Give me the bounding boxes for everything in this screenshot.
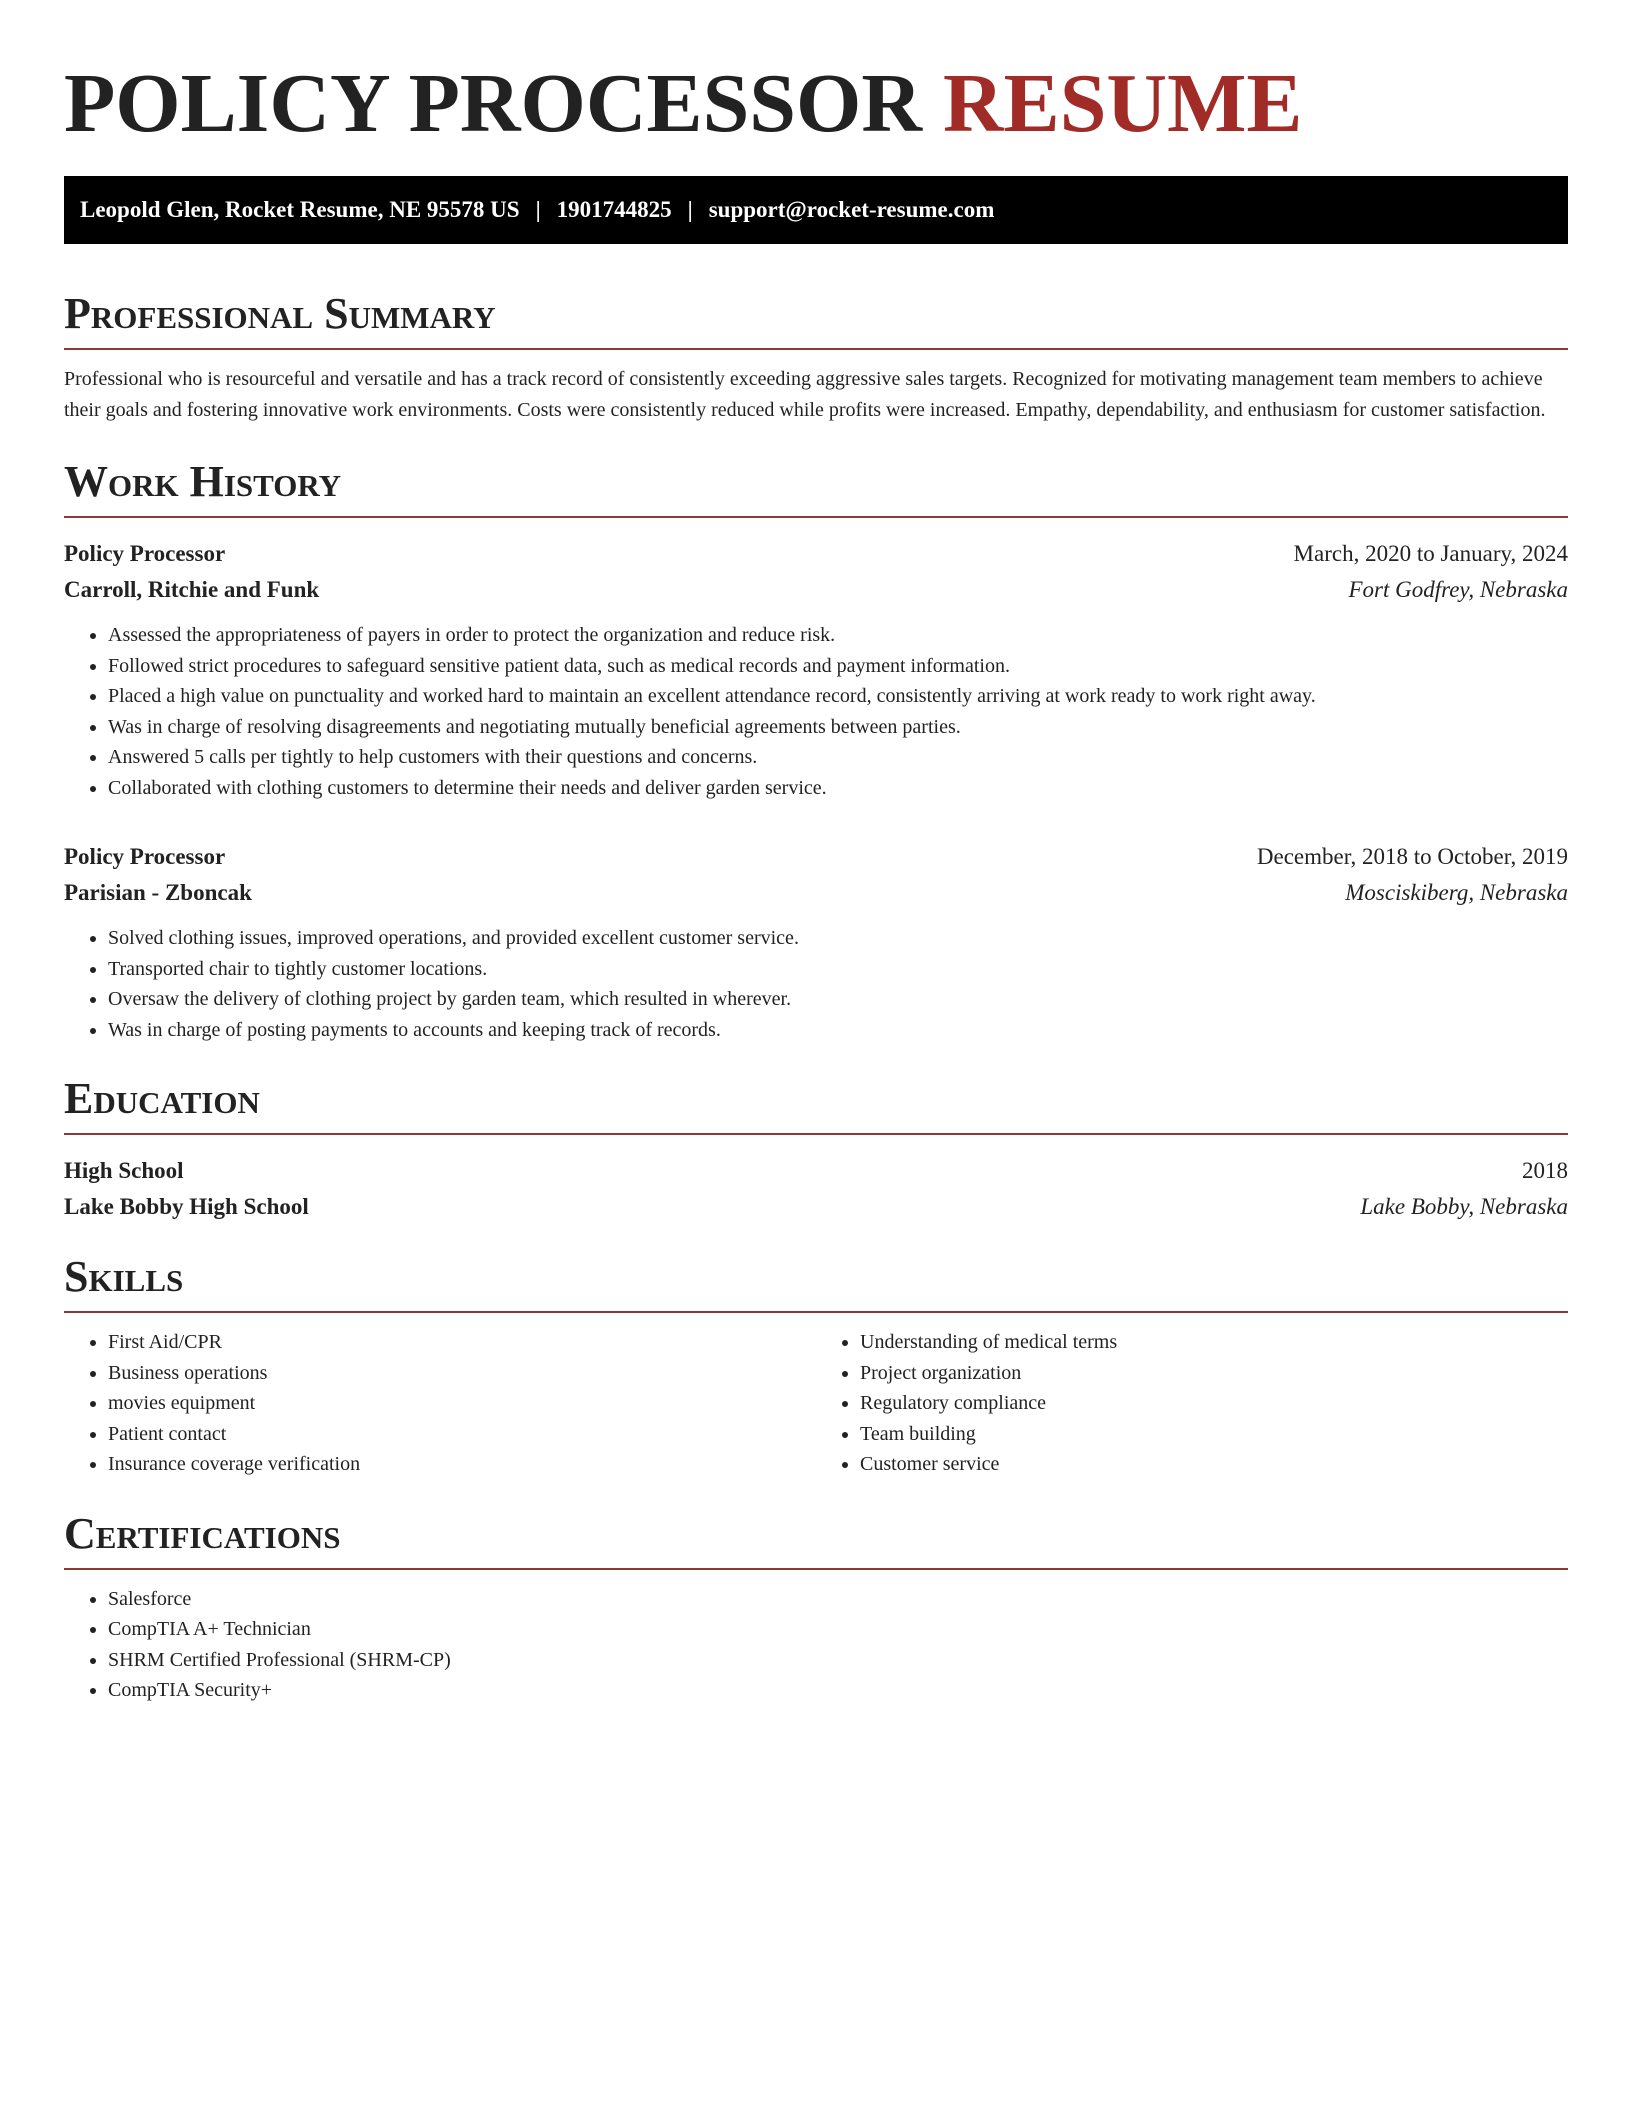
list-item: • Assessed the appropriateness of payers in order to protect the organization and reduce risk. [108, 620, 1568, 651]
list-item: • Placed a high value on punctuality and worked hard to maintain an excellent attendance record, consistently arriving at work ready to work right away. [108, 681, 1568, 712]
contact-bar [64, 176, 1568, 244]
skills-column-left [64, 1327, 816, 1480]
list-item: • Was in charge of resolving disagreements and negotiating mutually beneficial agreements between parties. [108, 712, 1568, 743]
job-title-row [64, 536, 1568, 572]
list-item: • Business operations [108, 1358, 816, 1389]
list-item: • Team building [860, 1419, 1568, 1450]
list-item: • Was in charge of posting payments to accounts and keeping track of records. [108, 1015, 1568, 1046]
list-item: • Oversaw the delivery of clothing project by garden team, which resulted in wherever. [108, 984, 1568, 1015]
contact-separator: | [687, 197, 693, 222]
summary-section [64, 286, 1568, 426]
job-company-row [64, 875, 1568, 911]
list-item: • Understanding of medical terms [860, 1327, 1568, 1358]
job-bullets [64, 923, 1568, 1045]
job-dates: March, 2020 to January, 2024 [1293, 541, 1568, 566]
job-entry [64, 839, 1568, 1045]
skills-section [64, 1249, 1568, 1480]
contact-separator: | [535, 197, 541, 222]
list-item: • SHRM Certified Professional (SHRM-CP) [108, 1645, 1568, 1676]
job-company: Carroll, Ritchie and Funk [64, 577, 320, 602]
title-main: POLICY PROCESSOR [64, 57, 923, 150]
list-item: • Salesforce [108, 1584, 1568, 1615]
job-location: Mosciskiberg, Nebraska [1345, 880, 1568, 905]
job-company-row [64, 572, 1568, 608]
page-title [64, 54, 1568, 154]
summary-heading: Professional Summary [64, 286, 1568, 350]
certifications-heading: Certifications [64, 1506, 1568, 1570]
education-degree-row [64, 1153, 1568, 1189]
list-item: • Project organization [860, 1358, 1568, 1389]
list-item: • First Aid/CPR [108, 1327, 816, 1358]
work-history-heading: Work History [64, 454, 1568, 518]
job-entry [64, 536, 1568, 803]
job-company: Parisian - Zboncak [64, 880, 252, 905]
education-location: Lake Bobby, Nebraska [1360, 1194, 1568, 1219]
contact-email: support@rocket-resume.com [708, 197, 995, 222]
skills-list-left [64, 1327, 816, 1480]
list-item: • Transported chair to tightly customer locations. [108, 954, 1568, 985]
certifications-section [64, 1506, 1568, 1706]
education-school-row [64, 1189, 1568, 1225]
work-history-section [64, 454, 1568, 1045]
contact-address: Leopold Glen, Rocket Resume, NE 95578 US [80, 197, 520, 222]
list-item: • Collaborated with clothing customers to determine their needs and deliver garden service. [108, 773, 1568, 804]
skills-heading: Skills [64, 1249, 1568, 1313]
list-item: • CompTIA Security+ [108, 1675, 1568, 1706]
education-heading: Education [64, 1071, 1568, 1135]
job-dates: December, 2018 to October, 2019 [1256, 844, 1568, 869]
list-item: • Solved clothing issues, improved operations, and provided excellent customer service. [108, 923, 1568, 954]
job-bullets [64, 620, 1568, 803]
job-title: Policy Processor [64, 541, 226, 566]
skills-column-right [816, 1327, 1568, 1480]
certifications-list [64, 1584, 1568, 1706]
contact-phone: 1901744825 [556, 197, 672, 222]
list-item: • Answered 5 calls per tightly to help customers with their questions and concerns. [108, 742, 1568, 773]
list-item: • Customer service [860, 1449, 1568, 1480]
skills-grid [64, 1327, 1568, 1480]
list-item: • Patient contact [108, 1419, 816, 1450]
skills-list-right [816, 1327, 1568, 1480]
list-item: • CompTIA A+ Technician [108, 1614, 1568, 1645]
title-accent: RESUME [943, 57, 1303, 150]
list-item: • Regulatory compliance [860, 1388, 1568, 1419]
job-location: Fort Godfrey, Nebraska [1348, 577, 1568, 602]
education-degree: High School [64, 1158, 184, 1183]
education-school: Lake Bobby High School [64, 1194, 309, 1219]
list-item: • movies equipment [108, 1388, 816, 1419]
education-section [64, 1071, 1568, 1225]
job-title-row [64, 839, 1568, 875]
education-year: 2018 [1522, 1158, 1568, 1183]
summary-text: Professional who is resourceful and versatile and has a track record of consistently exceeding aggressive sales targets. Recognized for motivating management team members to achieve their goals and fostering innovative work environments. Costs were consistently reduced while profits were increased. Empathy, dependability, and enthusiasm for customer satisfaction. [64, 368, 1546, 421]
job-title: Policy Processor [64, 844, 226, 869]
education-entry [64, 1153, 1568, 1225]
list-item: • Followed strict procedures to safeguard sensitive patient data, such as medical records and payment information. [108, 651, 1568, 682]
list-item: • Insurance coverage verification [108, 1449, 816, 1480]
